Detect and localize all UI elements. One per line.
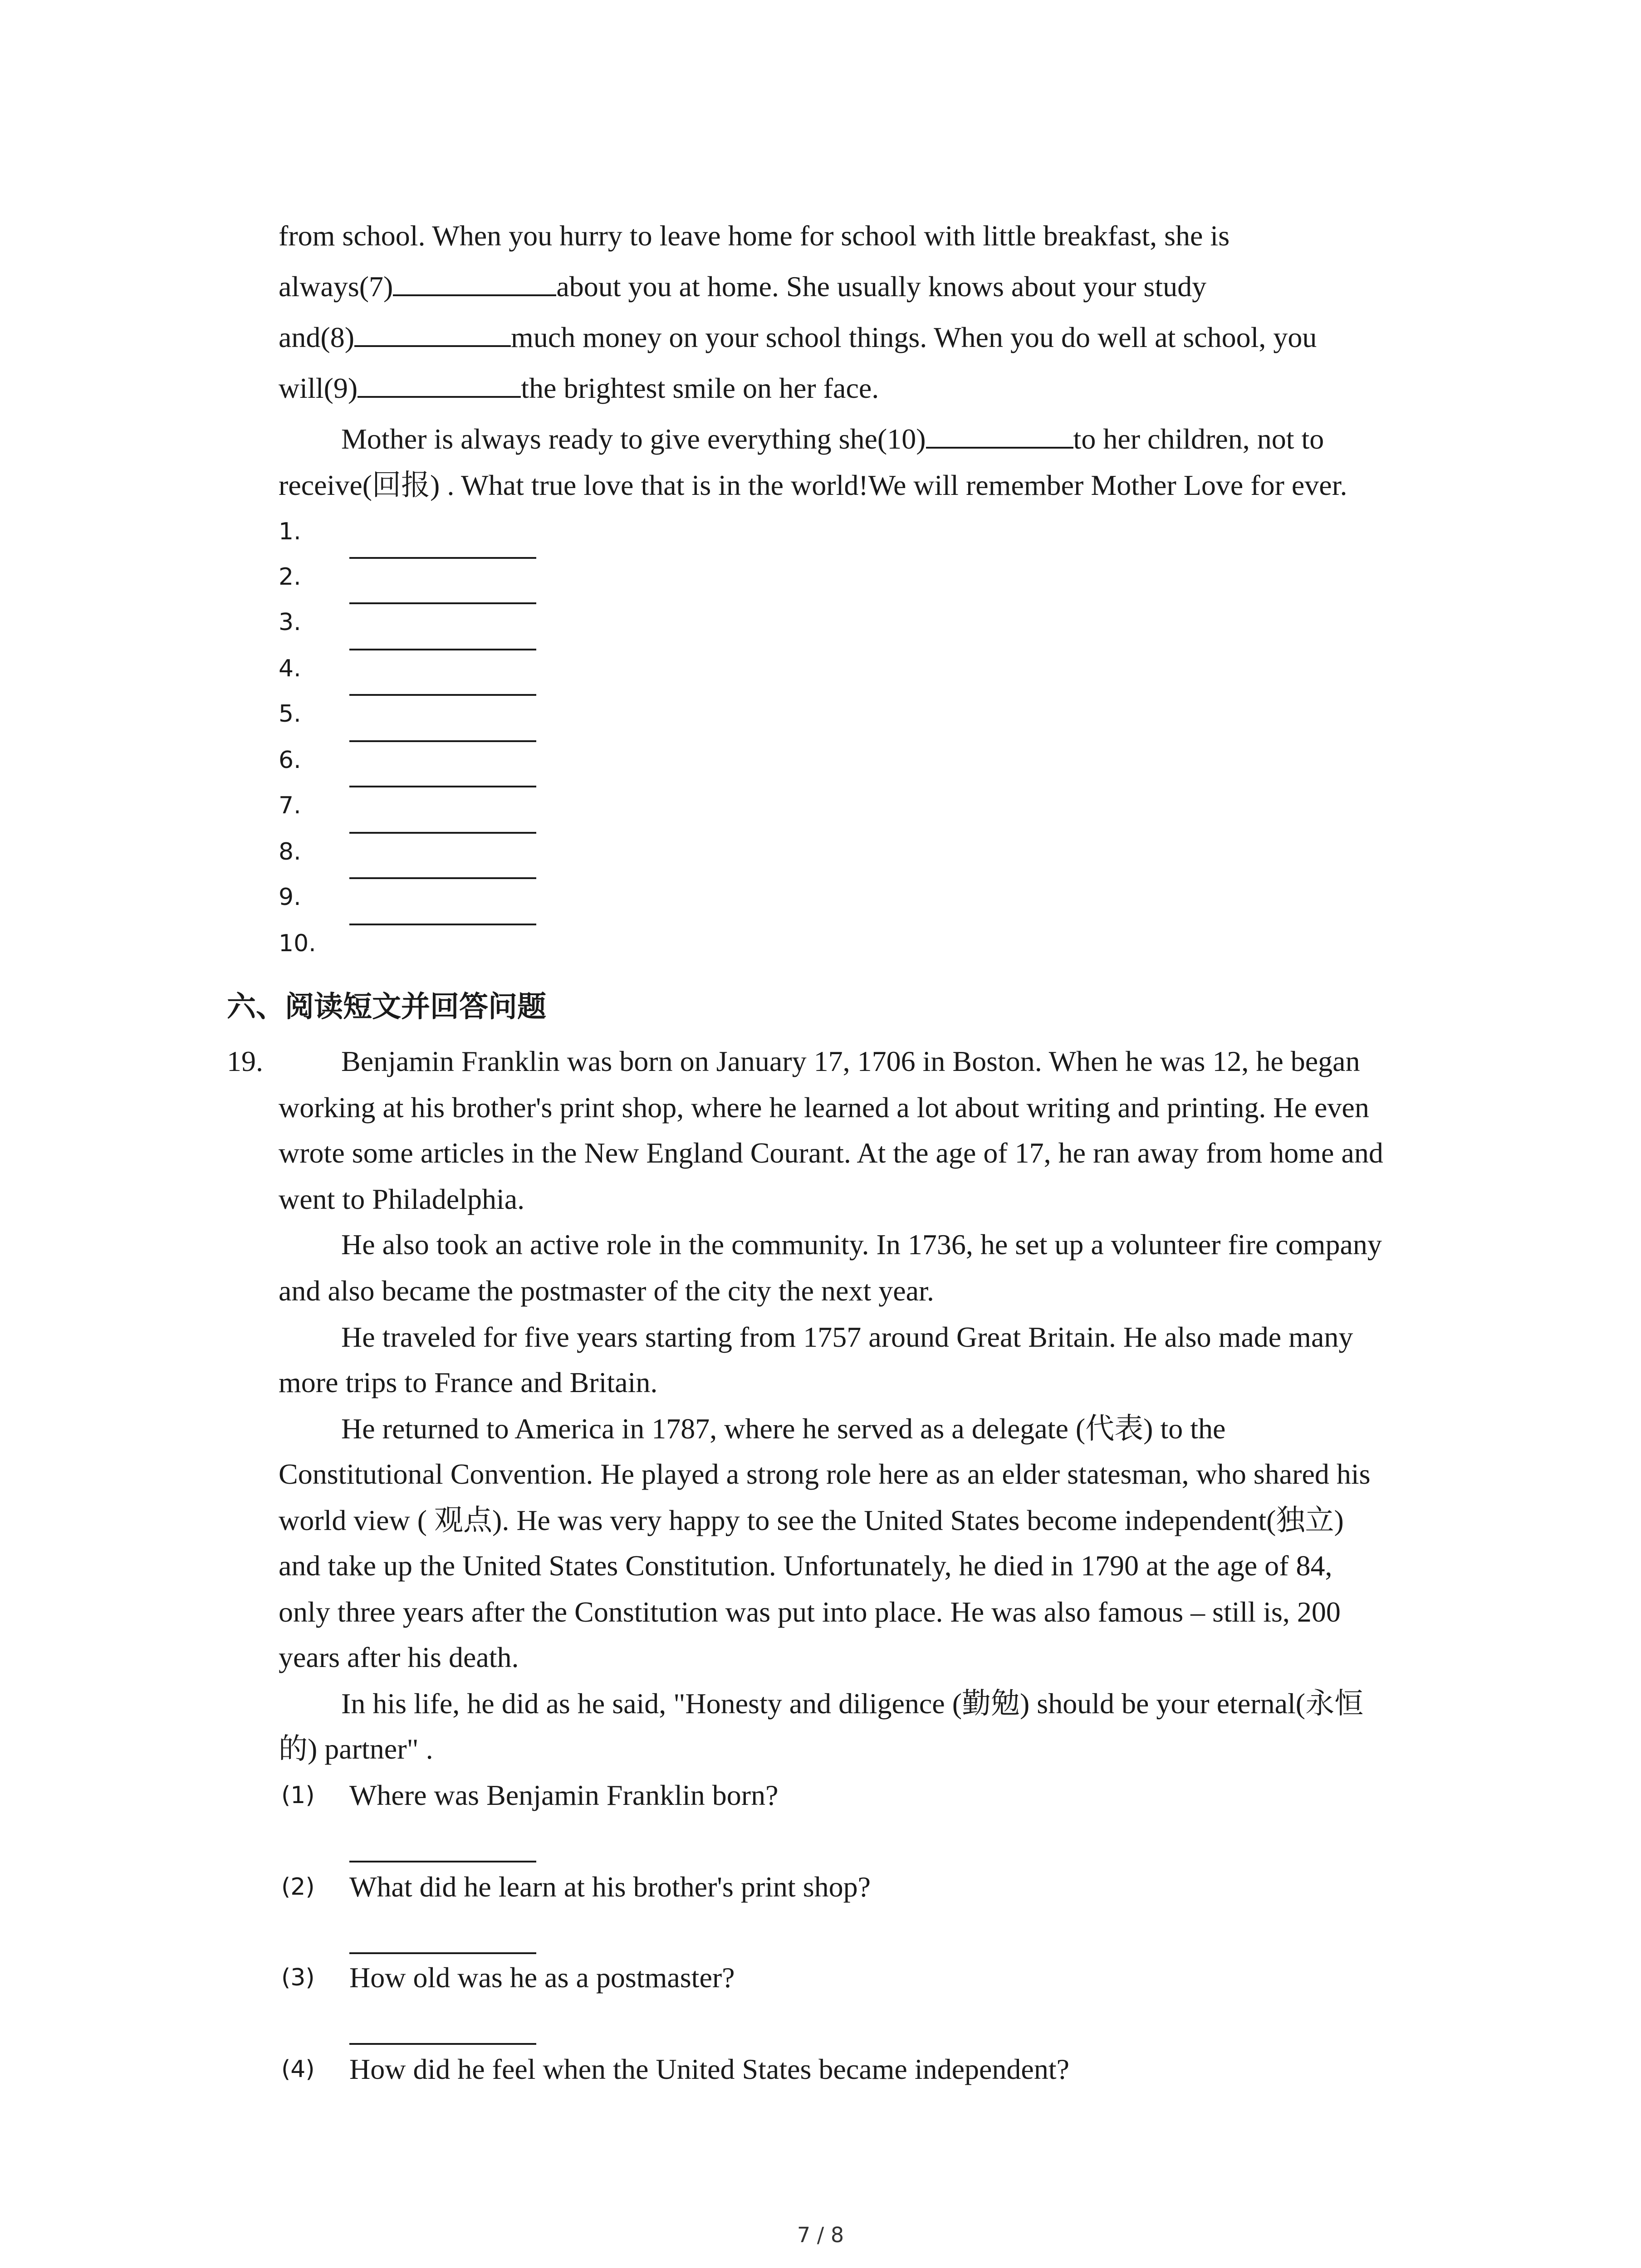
passage-line-5-start: Mother is always ready to give everything she(10): [341, 423, 926, 455]
blank-7[interactable]: [393, 265, 556, 296]
passage-line-3-start: and(8): [279, 321, 355, 353]
reading-line-7: He traveled for five years starting from 1757 around Great Britain. He also made many: [341, 1321, 1353, 1353]
passage-line-3-end: much money on your school things. When you do well at school, you: [511, 321, 1317, 353]
reading-line-10: Constitutional Convention. He played a strong role here as an elder statesman, who shared his: [279, 1458, 1371, 1490]
passage-line-4: [279, 366, 879, 411]
reading-line-2: working at his brother's print shop, where he learned a lot about writing and printing. He even: [279, 1091, 1369, 1124]
passage-line-1: from school. When you hurry to leave home for school with little breakfast, she is: [279, 220, 1230, 252]
page-indicator: 7 / 8: [797, 2223, 844, 2247]
passage-line-6: receive(回报) . What true love that is in the world!We will remember Mother Love for ever.: [279, 469, 1347, 501]
section-heading: 六、阅读短文并回答问题: [227, 990, 546, 1024]
sub-question-3-answer-line[interactable]: [349, 2043, 536, 2045]
blank-9[interactable]: [358, 367, 521, 398]
answer-line-3[interactable]: [349, 649, 536, 650]
answer-number-5: 5.: [279, 700, 301, 728]
answer-line-6[interactable]: [349, 786, 536, 787]
answer-line-4[interactable]: [349, 694, 536, 696]
answer-line-8[interactable]: [349, 877, 536, 879]
sub-question-2-text: What did he learn at his brother's print shop?: [349, 1871, 871, 1903]
reading-line-6: and also became the postmaster of the city the next year.: [279, 1275, 934, 1307]
reading-line-1: Benjamin Franklin was born on January 17, 1706 in Boston. When he was 12, he began: [341, 1045, 1360, 1077]
reading-line-8: more trips to France and Britain.: [279, 1366, 658, 1398]
sub-question-1-answer-line[interactable]: [349, 1861, 536, 1862]
answer-number-1: 1.: [279, 518, 301, 545]
passage-line-2-start: always(7): [279, 270, 393, 303]
passage-line-5-end: to her children, not to: [1073, 423, 1324, 455]
blank-10[interactable]: [926, 418, 1073, 449]
answer-line-7[interactable]: [349, 832, 536, 834]
passage-line-3: [279, 315, 1317, 360]
sub-question-1-number: (1): [281, 1782, 315, 1809]
passage-line-2: [279, 264, 1206, 309]
sub-question-4-text: How did he feel when the United States became independent?: [349, 2053, 1069, 2085]
reading-line-16: 的) partner" .: [279, 1733, 433, 1765]
passage-line-4-start: will(9): [279, 372, 358, 404]
question-number: 19.: [227, 1045, 263, 1077]
answer-number-9: 9.: [279, 884, 301, 911]
sub-question-3-text: How old was he as a postmaster?: [349, 1961, 735, 1994]
reading-line-12: and take up the United States Constitution. Unfortunately, he died in 1790 at the age of 84,: [279, 1549, 1332, 1582]
passage-line-5: [341, 416, 1324, 462]
answer-number-3: 3.: [279, 609, 301, 636]
reading-line-11: world view ( 观点). He was very happy to see the United States become independent(独立): [279, 1504, 1344, 1536]
answer-number-4: 4.: [279, 655, 301, 682]
sub-question-1-text: Where was Benjamin Franklin born?: [349, 1779, 779, 1811]
answer-number-10: 10.: [279, 930, 316, 957]
reading-line-9: He returned to America in 1787, where he served as a delegate (代表) to the: [341, 1413, 1226, 1445]
answer-number-7: 7.: [279, 792, 301, 819]
reading-line-15: In his life, he did as he said, "Honesty and diligence (勤勉) should be your eternal(永恒: [341, 1687, 1364, 1720]
answer-line-9[interactable]: [349, 924, 536, 925]
sub-question-4-number: (4): [281, 2056, 315, 2083]
passage-line-4-end: the brightest smile on her face.: [521, 372, 879, 404]
answer-line-5[interactable]: [349, 740, 536, 742]
sub-question-3-number: (3): [281, 1964, 315, 1991]
answer-line-1[interactable]: [349, 557, 536, 559]
answer-number-6: 6.: [279, 747, 301, 774]
reading-line-13: only three years after the Constitution was put into place. He was also famous – still is, 200: [279, 1596, 1341, 1628]
sub-question-2-number: (2): [281, 1873, 315, 1901]
blank-8[interactable]: [354, 316, 511, 347]
reading-line-3: wrote some articles in the New England Courant. At the age of 17, he ran away from home and: [279, 1137, 1383, 1169]
reading-line-14: years after his death.: [279, 1641, 519, 1673]
reading-line-4: went to Philadelphia.: [279, 1183, 525, 1215]
sub-question-2-answer-line[interactable]: [349, 1952, 536, 1954]
answer-number-8: 8.: [279, 838, 301, 865]
answer-line-2[interactable]: [349, 602, 536, 604]
reading-line-5: He also took an active role in the community. In 1736, he set up a volunteer fire company: [341, 1228, 1382, 1261]
answer-number-2: 2.: [279, 563, 301, 591]
passage-line-2-end: about you at home. She usually knows about your study: [556, 270, 1207, 303]
